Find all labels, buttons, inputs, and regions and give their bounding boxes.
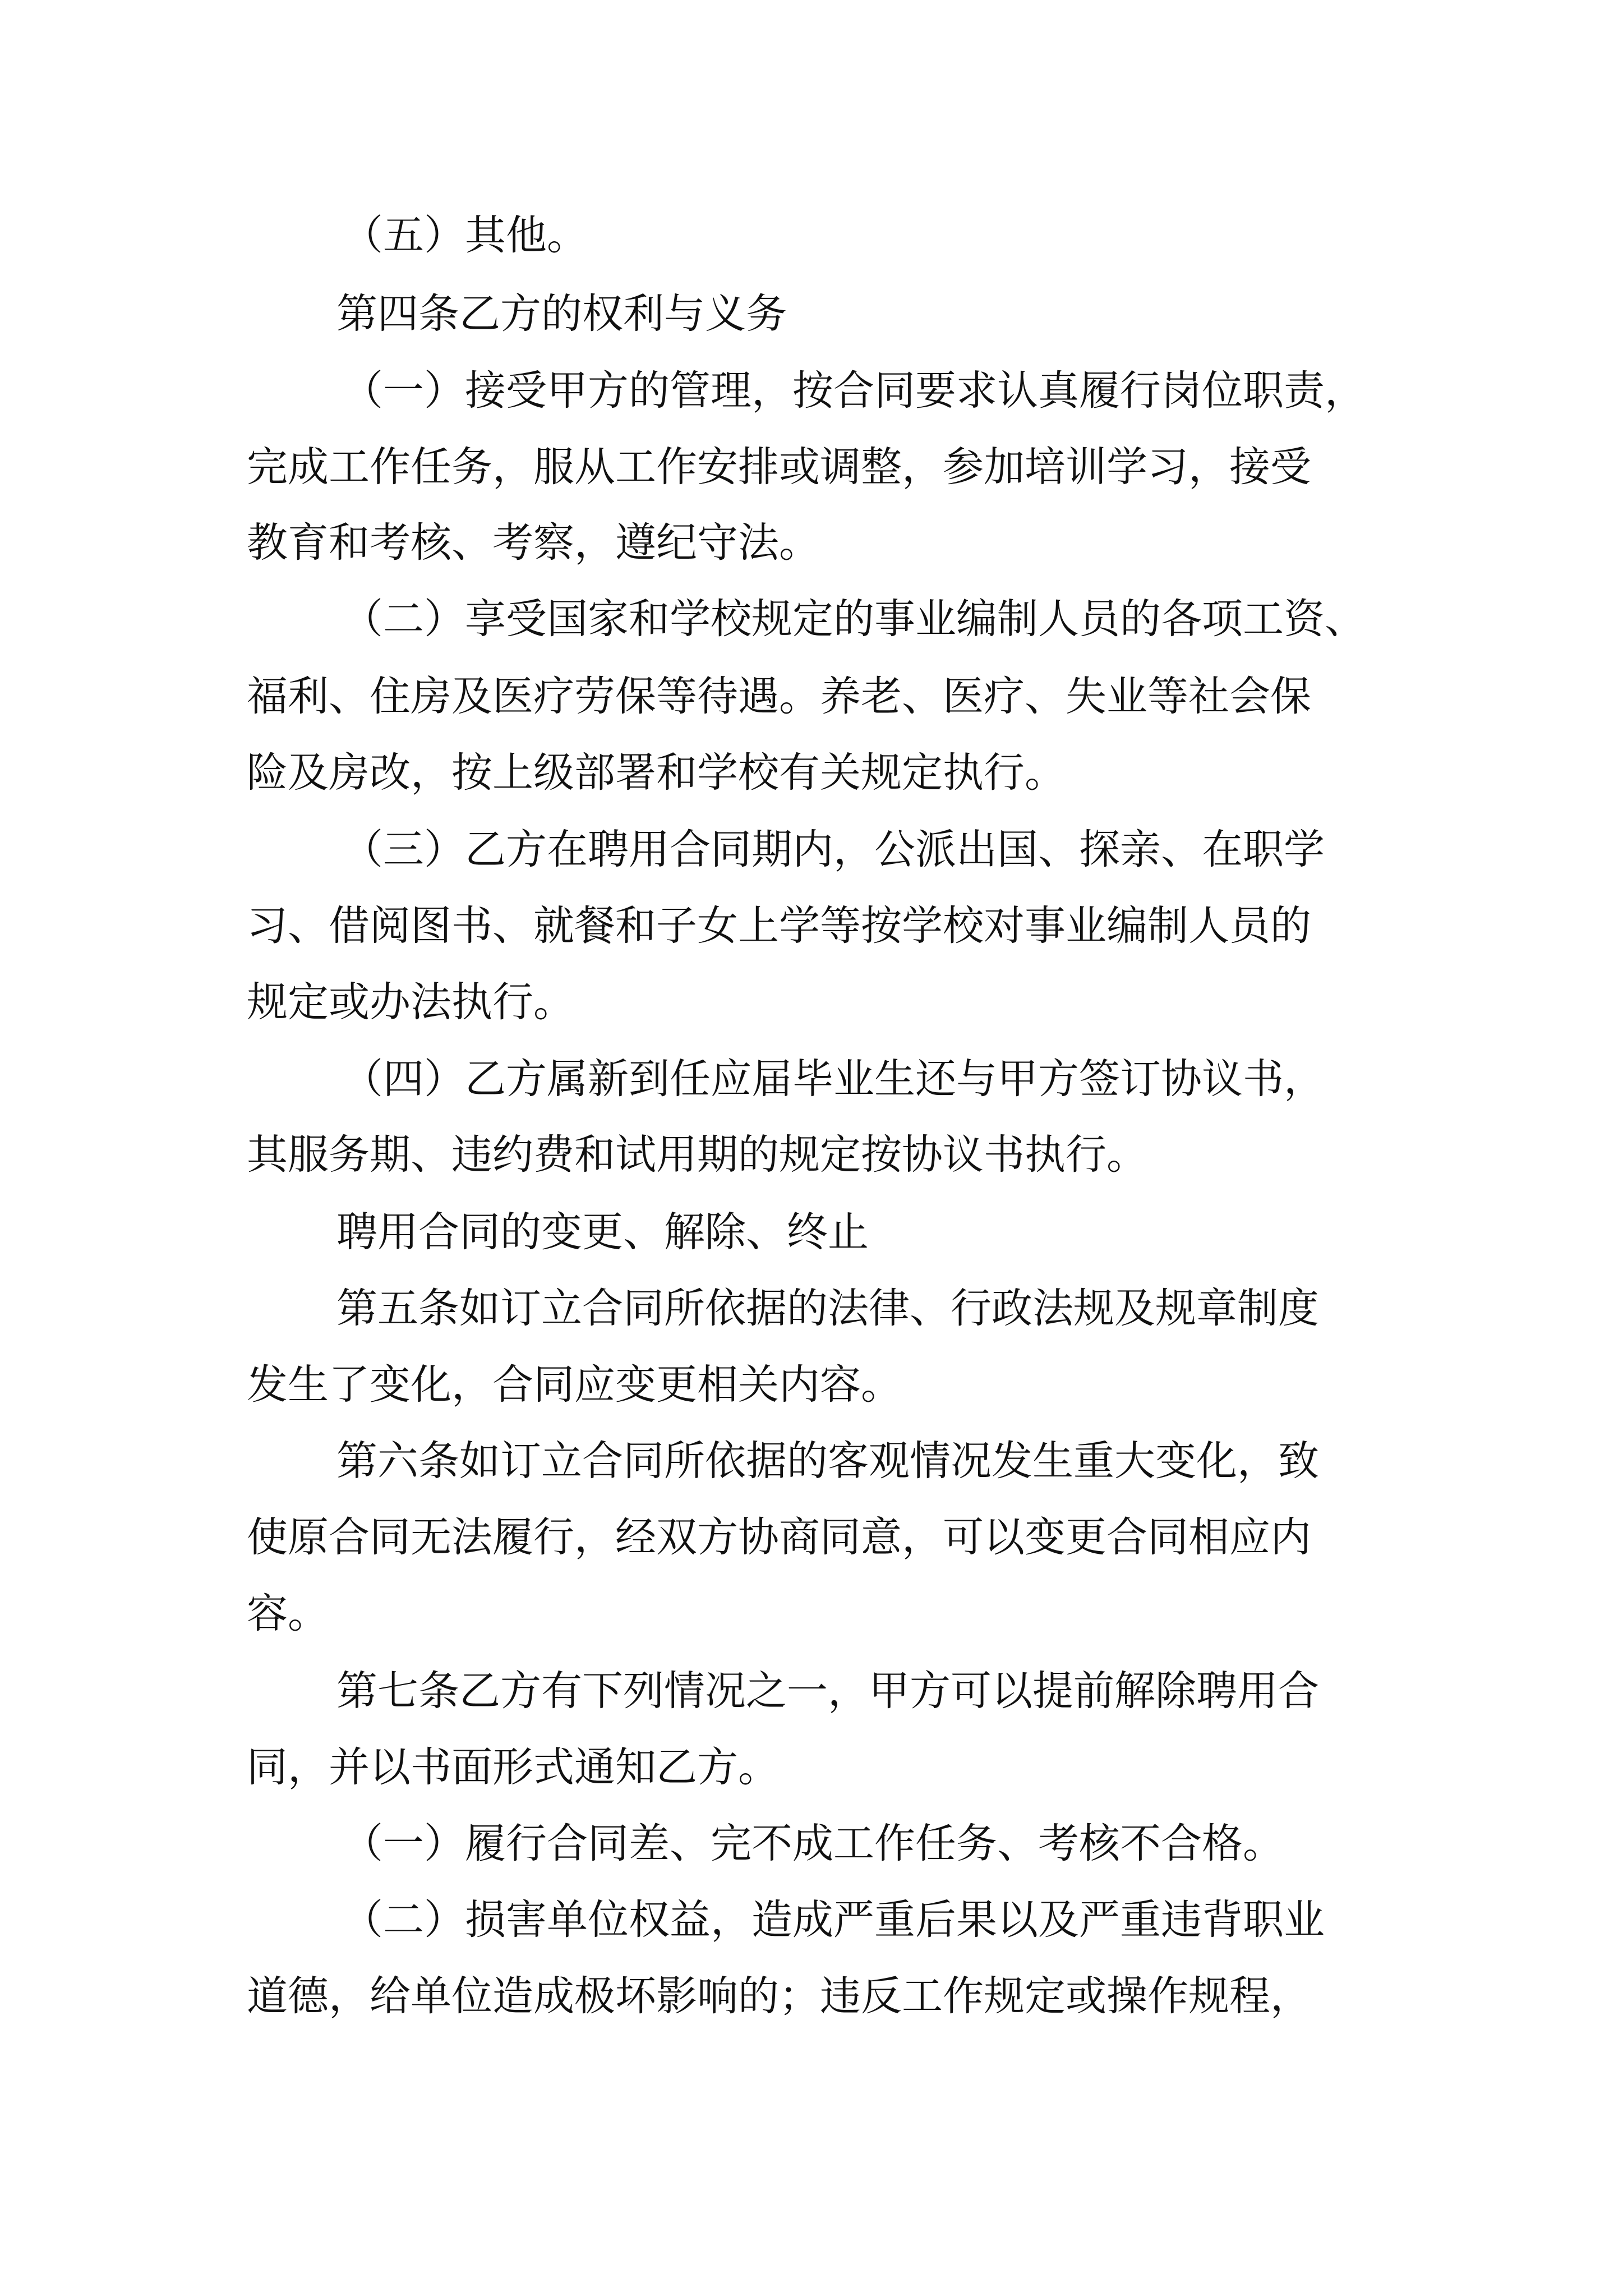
paragraph-line: （二）享受国家和学校规定的事业编制人员的各项工资、 — [342, 595, 1366, 643]
paragraph-line: （四）乙方属新到任应届毕业生还与甲方签订协议书， — [342, 1055, 1325, 1103]
paragraph-line: （五）其他。 — [342, 211, 588, 259]
section-heading: 聘用合同的变更、解除、终止 — [336, 1208, 869, 1256]
paragraph-line: 使原合同无法履行，经双方协商同意，可以变更合同相应内 — [247, 1513, 1311, 1561]
paragraph-line: （三）乙方在聘用合同期内，公派出国、探亲、在职学 — [342, 826, 1325, 873]
paragraph-line: （二）损害单位权益，造成严重后果以及严重违背职业 — [342, 1896, 1325, 1944]
paragraph-line: 同，并以书面形式通知乙方。 — [247, 1743, 779, 1791]
paragraph-line: 第六条如订立合同所依据的客观情况发生重大变化，致 — [336, 1437, 1319, 1485]
paragraph-line: 福利、住房及医疗劳保等待遇。养老、医疗、失业等社会保 — [247, 673, 1311, 720]
paragraph-line: 完成工作任务，服从工作安排或调整，参加培训学习，接受 — [247, 443, 1311, 491]
paragraph-line: （一）接受甲方的管理，按合同要求认真履行岗位职责， — [342, 367, 1366, 415]
paragraph-line: 道德，给单位造成极坏影响的；违反工作规定或操作规程， — [247, 1972, 1311, 2020]
paragraph-line: 容。 — [247, 1590, 329, 1637]
section-heading: 第四条乙方的权利与义务 — [336, 290, 787, 338]
paragraph-line: （一）履行合同差、完不成工作任务、考核不合格。 — [342, 1820, 1284, 1867]
paragraph-line: 发生了变化，合同应变更相关内容。 — [247, 1361, 902, 1409]
paragraph-line: 险及房改，按上级部署和学校有关规定执行。 — [247, 749, 1066, 797]
paragraph-line: 第五条如订立合同所依据的法律、行政法规及规章制度 — [336, 1285, 1319, 1332]
paragraph-line: 其服务期、违约费和试用期的规定按协议书执行。 — [247, 1131, 1147, 1179]
paragraph-line: 习、借阅图书、就餐和子女上学等按学校对事业编制人员的 — [247, 902, 1311, 950]
paragraph-line: 教育和考核、考察，遵纪守法。 — [247, 519, 820, 567]
paragraph-line: 第七条乙方有下列情况之一，甲方可以提前解除聘用合 — [336, 1667, 1319, 1715]
paragraph-line: 规定或办法执行。 — [247, 978, 574, 1026]
